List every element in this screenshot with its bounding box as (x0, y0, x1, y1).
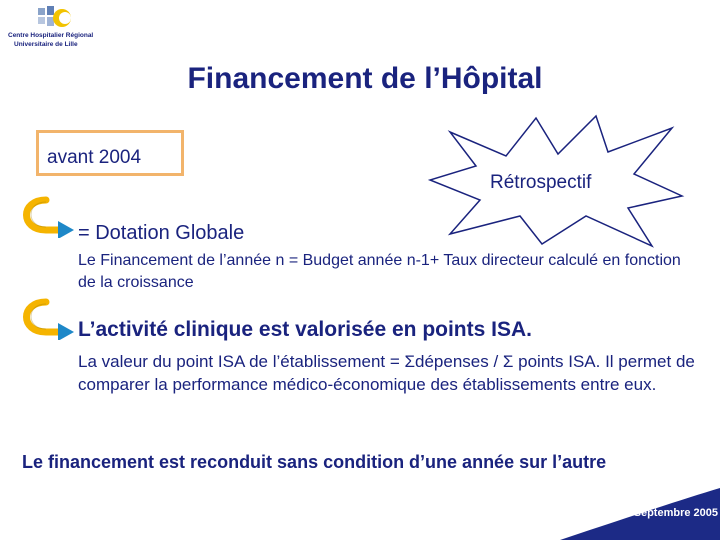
starburst-callout (428, 112, 690, 248)
footer-text: DES – Septembre 2005 (598, 507, 718, 519)
logo-text-line1: Centre Hospitalier Régional (8, 32, 94, 39)
period-label: avant 2004 (47, 147, 142, 168)
footer-band (0, 480, 720, 540)
isa-heading: L’activité clinique est valorisée en points ISA. (78, 318, 532, 341)
isa-description: La valeur du point ISA de l’établissement = Σdépenses / Σ points ISA. Il permet de comparer la performance médico-économique des établissements entre eux. (78, 352, 695, 394)
starburst-label: Rétrospectif (490, 172, 592, 193)
conclusion-text: Le financement est reconduit sans condition d’une année sur l’autre (22, 452, 607, 472)
curved-arrow-icon (16, 296, 76, 340)
curved-arrow-icon (16, 194, 76, 238)
dotation-heading: = Dotation Globale (78, 222, 245, 244)
hospital-logo (8, 6, 118, 50)
page-title: Financement de l’Hôpital (187, 62, 543, 95)
period-box (36, 130, 184, 176)
logo-text-line2: Universitaire de Lille (14, 41, 78, 48)
chru-lille-logo-icon (38, 6, 72, 30)
dotation-description: Le Financement de l’année n = Budget année n-1+ Taux directeur calculé en fonction de la croissance (78, 252, 681, 291)
